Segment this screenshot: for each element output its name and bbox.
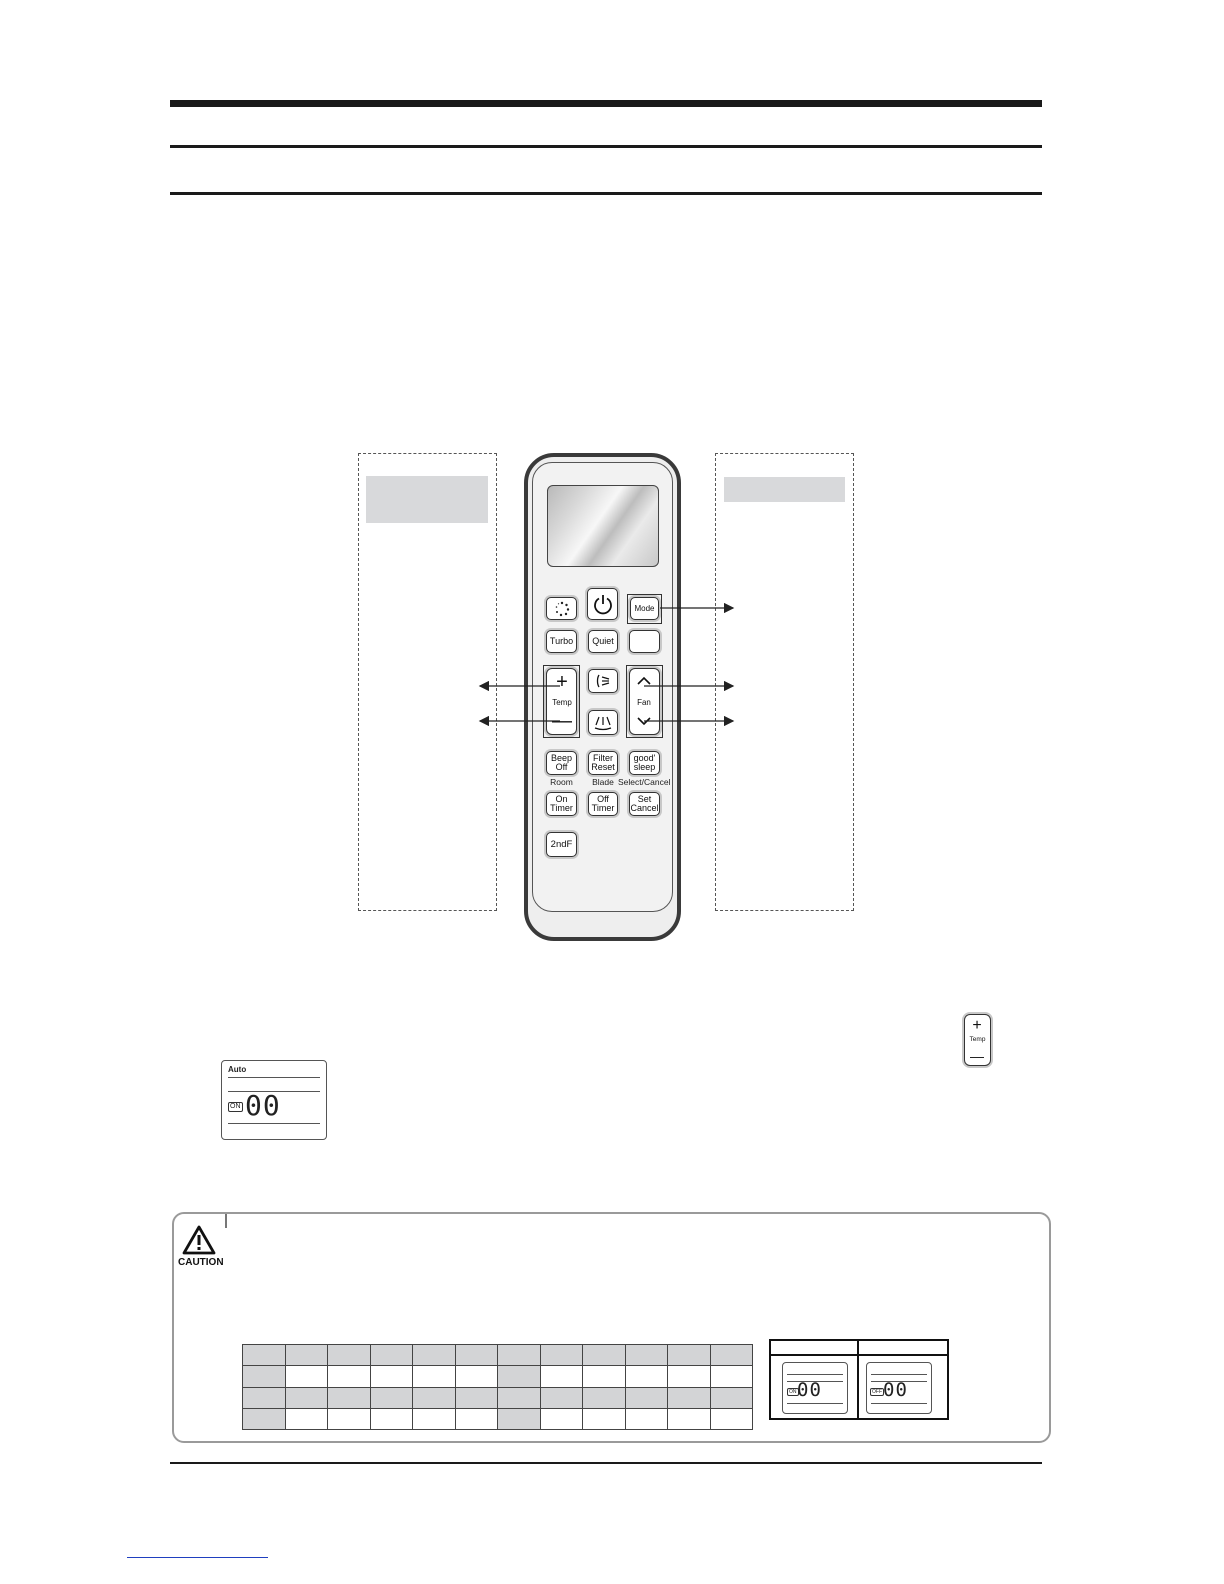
- temp-plus-icon: +: [556, 671, 568, 693]
- display-on-badge: ON: [230, 1103, 241, 1110]
- off-timer-button[interactable]: Off Timer: [588, 792, 618, 816]
- blade-label: Blade: [592, 777, 614, 787]
- fan-label: Fan: [637, 698, 651, 707]
- auto-display-thumbnail: [221, 1060, 327, 1140]
- display-divider-top: [787, 1374, 843, 1375]
- display-divider-top: [871, 1374, 927, 1375]
- table-row: [243, 1345, 753, 1366]
- inline-temp-label: Temp: [969, 1036, 986, 1043]
- disp-table-header-line: [770, 1354, 948, 1356]
- turbo-button[interactable]: Turbo: [546, 630, 577, 653]
- display-divider-top: [228, 1077, 320, 1078]
- display-mode-text: Auto: [228, 1065, 247, 1074]
- on-timer-button[interactable]: On Timer: [546, 792, 577, 816]
- good-sleep-button[interactable]: good' sleep: [629, 751, 660, 775]
- caution-icon: [181, 1224, 217, 1256]
- inline-temp-plus-icon: +: [972, 1017, 982, 1034]
- footer-link-underline[interactable]: [127, 1557, 268, 1558]
- off-timer-digits: 00: [883, 1379, 908, 1401]
- beep-off-button[interactable]: Beep Off: [546, 751, 577, 775]
- timer-grid-table: [242, 1344, 753, 1430]
- mode-button[interactable]: Mode: [630, 597, 659, 620]
- set-cancel-button[interactable]: Set Cancel: [629, 792, 660, 816]
- caution-tab-marker: [225, 1214, 227, 1228]
- select-cancel-label: Select/Cancel: [618, 777, 671, 787]
- off-timer-display-thumbnail: [866, 1362, 932, 1414]
- display-divider-lower: [228, 1123, 320, 1124]
- temp-label: Temp: [552, 698, 572, 707]
- temp-minus-icon: —: [552, 710, 572, 732]
- second-function-button[interactable]: 2ndF: [546, 832, 577, 857]
- disp-table-center-line: [857, 1340, 859, 1419]
- quiet-button[interactable]: Quiet: [588, 630, 618, 653]
- table-row: [243, 1387, 753, 1408]
- display-divider-lower: [787, 1403, 843, 1404]
- inline-temp-minus-icon: —: [970, 1048, 984, 1064]
- on-timer-digits: 00: [797, 1379, 822, 1401]
- off-timer-badge: OFF: [872, 1389, 882, 1395]
- display-divider-lower: [871, 1403, 927, 1404]
- table-row: [243, 1366, 753, 1387]
- caution-label: CAUTION: [178, 1257, 224, 1268]
- footer-rule: [170, 1462, 1042, 1464]
- filter-reset-button[interactable]: Filter Reset: [588, 751, 618, 775]
- table-row: [243, 1408, 753, 1429]
- on-timer-display-thumbnail: [782, 1362, 848, 1414]
- room-label: Room: [550, 777, 573, 787]
- display-timer-digits: 00: [245, 1089, 281, 1122]
- on-timer-badge: ON: [789, 1389, 797, 1395]
